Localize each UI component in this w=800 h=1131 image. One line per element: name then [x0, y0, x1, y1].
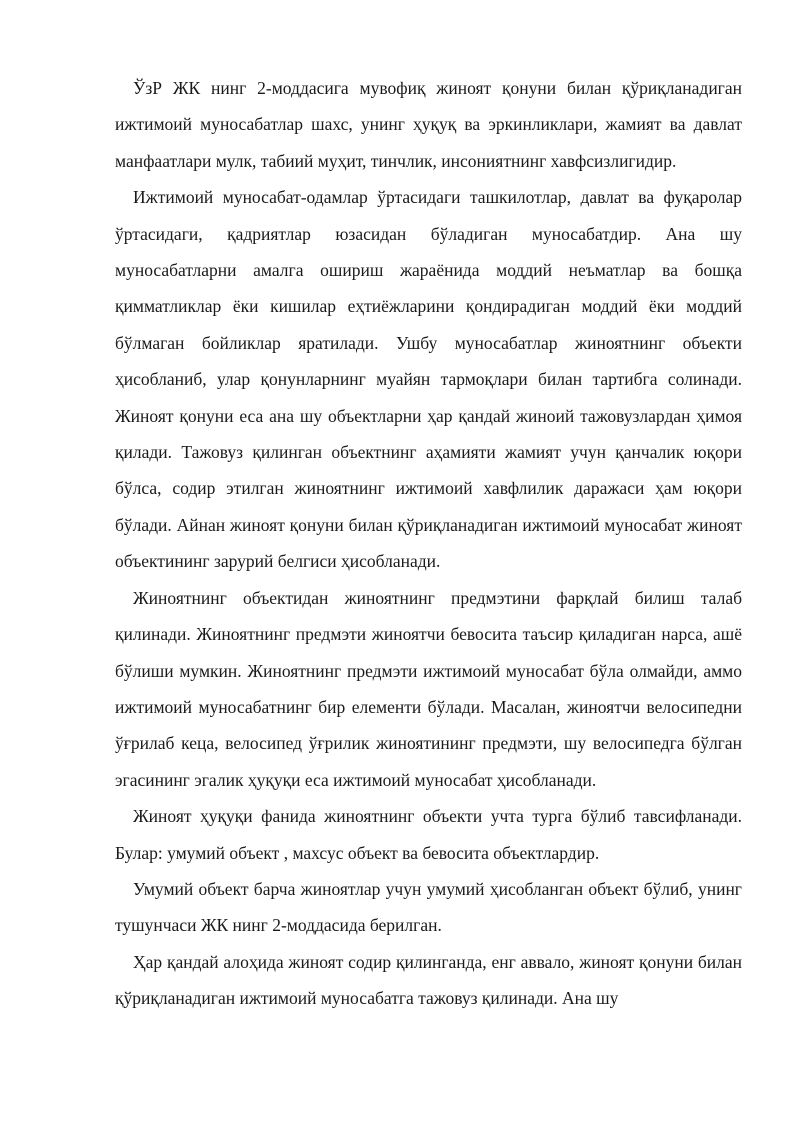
paragraph: Жиноят ҳуқуқи фанида жиноятнинг объекти учта турга бўлиб тавсифланади. Булар: умумий объект , махсус объект ва бевосита объектлардир.	[115, 806, 742, 863]
paragraph: Умумий объект барча жиноятлар учун умумий ҳисобланган объект бўлиб, унинг тушунчаси ЖК нинг 2-моддасида берилган.	[115, 878, 742, 936]
paragraph: Жиноятнинг объектидан жиноятнинг предмэтини фарқлай билиш талаб қилинади. Жиноятнинг предмэти жиноятчи бевосита таъсир қиладиган нарса, ашё бўлиши мумкин. Жиноятнинг предмэти ижтимоий муносабат бўла олмайди, аммо ижтимоий муносабатнинг бир елементи бўлади. Масалан, жиноятчи велосипедни ўғрилаб кеца, велосипед ўғрилик жиноятининг предмэти, шу велосипедга бўлган эгасининг эгалик ҳуқуқи еса ижтимоий муносабат ҳисобланади.	[115, 587, 742, 790]
paragraph: ЎзР ЖК нинг 2-моддасига мувофиқ жиноят қонуни билан қўриқланадиган ижтимоий муносабатлар шахс, унинг ҳуқуқ ва эркинликлари, жамият ва давлат манфаатлари мулк, табиий муҳит, тинчлик, инсониятнинг хавфсизлигидир.	[115, 78, 742, 171]
paragraph: Ҳар қандай алоҳида жиноят содир қилинганда, енг аввало, жиноят қонуни билан қўриқланадиган ижтимоий муносабатга тажовуз қилинади. Ана шу	[115, 951, 742, 1009]
paragraph: Ижтимоий муносабат-одамлар ўртасидаги ташкилотлар, давлат ва фуқаролар ўртасидаги, қадриятлар юзасидан бўладиган муносабатдир. Ана шу муносабатларни амалга ошириш жараёнида моддий неъматлар ва бошқа қимматликлар ёки кишилар еҳтиёжларини қондирадиган моддий ёки моддий бўлмаган бойликлар яратилади. Ушбу муносабатлар жиноятнинг объекти ҳисобланиб, улар қонунларнинг муайян тармоқлари билан тартибга солинади. Жиноят қонуни еса ана шу объектларни ҳар қандай жиноий тажовузлардан ҳимоя қилади. Тажовуз қилинган объектнинг аҳамияти жамият учун қанчалик юқори бўлса, содир этилган жиноятнинг ижтимоий хавфлилик даражаси ҳам юқори бўлади. Айнан жиноят қонуни билан қўриқланадиган ижтимоий муносабат жиноят объектининг зарурий белгиси ҳисобланади.	[115, 187, 742, 572]
document-body	[115, 70, 742, 1017]
